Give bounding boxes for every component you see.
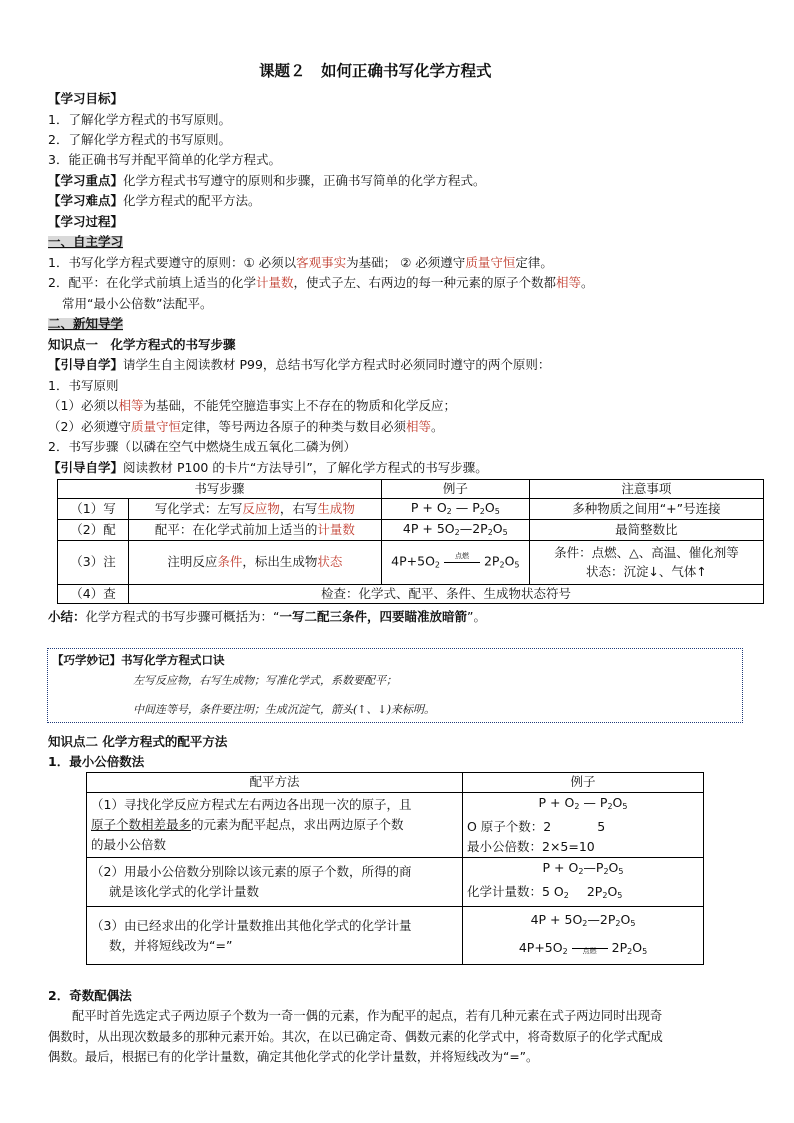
self-study-header: 一、自主学习 (48, 234, 124, 249)
b3-condition-label: 点燃 (582, 947, 597, 955)
balance-method-1 (87, 793, 463, 858)
step-row-2 (58, 520, 764, 541)
b2-coef-label: 化学计量数：5 O (467, 884, 564, 899)
b1-b: 原子个数相差最多 (91, 817, 192, 832)
s2-a: 2．配平：在化学式前填上适当的化学 (48, 275, 256, 290)
r1-c: 为基础，不能凭空臆造事实上不存在的物质和化学反应； (143, 398, 456, 413)
guide-1 (48, 359, 550, 372)
b2-eq: $P + O_2—P_2O_5$ (542, 860, 624, 876)
method-2-p1: 配平时首先选定式子两边原子个数为一奇一偶的元素，作为配平的起点，若有几种元素在式子两边同时出现奇 (72, 1009, 663, 1023)
step-3-example: $4P+5O_2$ 点燃 $2P_2O_5$ (381, 541, 529, 585)
goals-header: 【学习目标】 (48, 91, 124, 106)
difficulty-text: 化学方程式的配平方法。 (123, 193, 261, 208)
s1-c: 为基础； ② 必须遵守 (346, 255, 466, 270)
tip-header: 【巧学妙记】书写化学方程式口诀 (52, 653, 225, 667)
key-point (48, 175, 486, 188)
self-study-line-2 (48, 277, 594, 290)
r2-a: （2）必须遵守 (48, 419, 131, 434)
d3-d: 状态 (317, 554, 343, 570)
balance-example-1 (463, 793, 704, 858)
goal-1: 1．了解化学方程式的书写原则。 (48, 112, 231, 127)
s1-b: 客观事实 (296, 255, 347, 270)
balance-method-3 (87, 907, 463, 965)
principle-title: 1．书写原则 (48, 378, 119, 393)
d3-b: 条件 (217, 554, 243, 570)
step-3: （3）注 (58, 541, 129, 585)
page-title: 课题２ 如何正确书写化学方程式 (259, 62, 492, 80)
step-row-3 (58, 541, 764, 585)
steps-header-row (58, 480, 764, 499)
balance-example-2 (463, 858, 704, 907)
b1-d: 的最小公倍数 (91, 837, 167, 852)
b2-coef: 化学计量数：5 $O_2$ $2P_2O_5$ (467, 884, 623, 900)
steps-title: 2．书写步骤（以磷在空气中燃烧生成五氧化二磷为例） (48, 439, 356, 454)
r2-d: 相等 (406, 419, 432, 434)
summary-text: 化学方程式的书写步骤可概括为：“ (85, 609, 280, 624)
difficulty-label: 【学习难点】 (48, 193, 124, 208)
d1-d: 生成物 (317, 500, 355, 516)
goal-3: 3．能正确书写并配平简单的化学方程式。 (48, 152, 281, 167)
b1-atoms-label: O 原子个数：2 (467, 819, 552, 834)
self-study-line-1 (48, 257, 553, 270)
step-1-note: 多种物质之间用“+”号连接 (529, 499, 763, 520)
summary (48, 611, 486, 624)
key-point-label: 【学习重点】 (48, 173, 124, 188)
d1-b: 反应物 (242, 500, 280, 516)
s2-c: ，使式子左、右两边的每一种元素的原子个数都 (293, 275, 556, 290)
balance-row-1 (87, 793, 704, 858)
guide-1-label: 【引导自学】 (48, 357, 124, 372)
process-header: 【学习过程】 (48, 214, 124, 229)
method-2-p2: 偶数时，从出现次数最多的那种元素开始。其次，在以已确定奇、偶数元素的化学式中，将奇数原子的化学式配成 (48, 1030, 663, 1044)
knowledge-point-2: 知识点二 化学方程式的配平方法 (48, 734, 228, 749)
tip-line-1: 左写反应物，右写生成物；写准化学式，系数要配平； (133, 674, 397, 687)
step-2-desc (129, 520, 382, 541)
guide-2-text: 阅读教材 P100 的卡片“方法导引”，了解化学方程式的书写步骤。 (123, 460, 488, 475)
balance-row-3 (87, 907, 704, 965)
new-knowledge-header: 二、新知导学 (48, 316, 124, 331)
step-4: （4）查 (58, 585, 129, 604)
s1-d: 质量守恒 (465, 255, 516, 270)
d2-a: 配平：在化学式前加上适当的 (154, 521, 318, 537)
b3-condition-equals (572, 941, 608, 955)
steps-table (57, 479, 764, 604)
d1-c: ，右写 (279, 500, 318, 516)
step-2-example: $4P + 5O_2—2P_2O_5$ (381, 520, 529, 541)
b1-lcm: 最小公倍数：2×5=10 (467, 839, 595, 854)
summary-bold: 一写二配三条件，四要瞄准放暗箭 (279, 609, 468, 624)
guide-1-text: 请学生自主阅读教材 P99，总结书写化学方程式时必须同时遵守的两个原则： (123, 357, 551, 372)
b2-a: （2）用最小公倍数分别除以该元素的原子个数，所得的商 (91, 864, 412, 879)
step-row-1 (58, 499, 764, 520)
r1-a: （1）必须以 (48, 398, 119, 413)
method-2-title: 2．奇数配偶法 (48, 988, 132, 1003)
d3-c: ，标出生成物 (242, 554, 318, 570)
d2-b: 计量数 (317, 521, 355, 537)
principle-1 (48, 400, 456, 413)
bth-example: 例子 (463, 773, 704, 793)
d1-a: 写化学式：左写 (154, 500, 243, 516)
knowledge-point-1: 知识点一 化学方程式的书写步骤 (48, 337, 236, 352)
r1-b: 相等 (118, 398, 144, 413)
b1-a: （1）寻找化学反应方程式左右两边各出现一次的原子，且 (91, 797, 412, 812)
b3-b: 数，并将短线改为“=” (109, 937, 233, 953)
key-point-text: 化学方程式书写遵守的原则和步骤，正确书写简单的化学方程式。 (123, 173, 486, 188)
b1-atoms (467, 817, 699, 837)
b1-atoms-val: 5 (597, 819, 606, 834)
method-2-p3: 偶数。最后，根据已有的化学计量数，确定其他化学式的化学计量数，并将短线改为“=”。 (48, 1050, 539, 1064)
b3-eq-2: $4P+5O_2$ 点燃 $2P_2O_5$ (467, 936, 699, 964)
balance-header-row (87, 773, 704, 793)
step-4-merged: 检查：化学式、配平、条件、生成物状态符号 (129, 585, 764, 604)
condition-equals (444, 552, 480, 569)
s1-e: 定律。 (515, 255, 553, 270)
step-1-desc (129, 499, 382, 520)
b2-b: 就是该化学式的化学计量数 (109, 884, 260, 899)
principle-2 (48, 421, 444, 434)
s2-e: 。 (581, 275, 594, 290)
balance-method-2 (87, 858, 463, 907)
goal-2: 2．了解化学方程式的书写原则。 (48, 132, 231, 147)
b3-a: （3）由已经求出的化学计量数推出其他化学式的化学计量 (91, 917, 412, 933)
note-3-1: 条件：点燃、△、高温、催化剂等 (554, 545, 739, 560)
summary-label: 小结： (48, 609, 86, 624)
bth-method: 配平方法 (87, 773, 463, 793)
r2-e: 。 (431, 419, 444, 434)
step-1-example: $P + O_2$ — $P_2O_5$ (381, 499, 529, 520)
balance-table (86, 772, 704, 965)
method-1-title: 1．最小公倍数法 (48, 754, 145, 769)
difficulty (48, 195, 261, 208)
condition-label: 点燃 (455, 552, 469, 561)
s2-d: 相等 (556, 275, 582, 290)
guide-2-label: 【引导自学】 (48, 460, 124, 475)
r2-b: 质量守恒 (130, 419, 181, 434)
tip-line-2: 中间连等号，条件要注明；生成沉淀气，箭头(↑、↓)来标明。 (133, 703, 436, 716)
guide-2 (48, 462, 488, 475)
r2-c: 定律，等号两边各原子的种类与数目必须 (180, 419, 406, 434)
b3-eq-1: $4P + 5O_2—2P_2O_5$ (530, 911, 636, 928)
s1-a: 1．书写化学方程式要遵守的原则：① 必须以 (48, 255, 297, 270)
balance-row-2 (87, 858, 704, 907)
step-2-note: 最简整数比 (529, 520, 763, 541)
b1-eq: $P + O_2$ — $P_2O_5$ (538, 795, 628, 811)
th-step: 书写步骤 (58, 480, 382, 499)
step-3-desc (129, 541, 382, 585)
s2-b: 计量数 (255, 275, 294, 290)
d3-a: 注明反应 (167, 554, 218, 570)
summary-end: ”。 (467, 609, 486, 624)
step-1: （1）写 (58, 499, 129, 520)
note-3-2: 状态：沉淀↓、气体↑ (585, 563, 707, 579)
step-2: （2）配 (58, 520, 129, 541)
th-note: 注意事项 (529, 480, 763, 499)
b1-c: 的元素为配平起点，求出两边原子个数 (191, 817, 404, 832)
step-3-note (529, 541, 763, 585)
self-study-line-3: 常用“最小公倍数”法配平。 (62, 296, 213, 311)
step-row-4 (58, 585, 764, 604)
balance-example-3 (463, 907, 704, 965)
th-example: 例子 (381, 480, 529, 499)
